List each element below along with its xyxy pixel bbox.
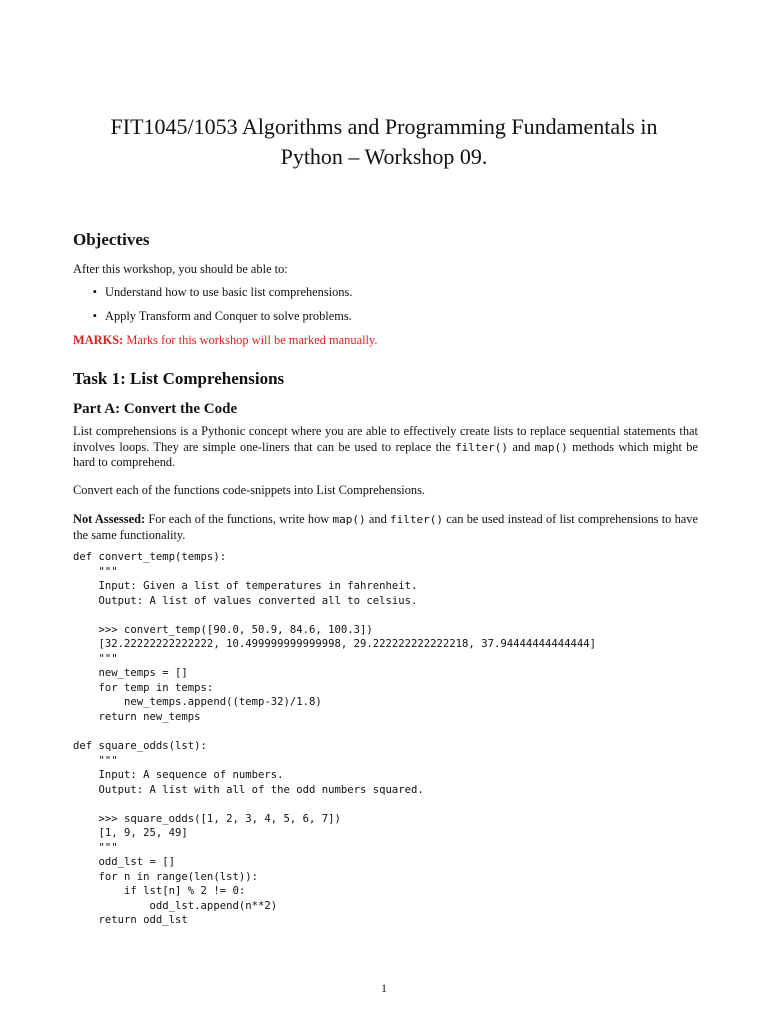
filter-code: filter() — [390, 513, 444, 526]
partA-heading: Part A: Convert the Code — [73, 401, 238, 417]
list-item: • Apply Transform and Conquer to solve problems. — [65, 309, 352, 324]
objectives-heading: Objectives — [73, 230, 150, 249]
task1-heading: Task 1: List Comprehensions — [73, 369, 285, 388]
not-assessed-label: Not Assessed: — [73, 512, 146, 526]
convert-instruction: Convert each of the functions code-snippets into List Comprehensions. — [73, 483, 426, 497]
map-code: map() — [332, 513, 366, 526]
list-comprehension-paragraph: List comprehensions is a Pythonic concept where you are able to effectively create lists to replace sequential statements that involves loops. They are simple one-liners that can be used to replace the filter() and map() methods which might be hard to comprehend. — [73, 424, 698, 469]
list-item: • Understand how to use basic list comprehensions. — [65, 285, 352, 300]
map-code: map() — [534, 440, 568, 454]
code-block-convert-temp: def convert_temp(temps): """ Input: Given a list of temperatures in fahrenheit. Output: A list of values converted all to celsius. >>> convert_temp([90.0, 50.9, 84.6, 100.3]) [32.22222222222222, 10.499999999999998, 29.222222222222218, 37.94444444444444] """ new_temps = [] for temp in temps: new_temps.append((temp-32)/1.8) return new_temps — [73, 551, 596, 723]
bullet-icon: • — [92, 309, 97, 323]
document-title — [60, 112, 708, 172]
page-number: 1 — [381, 981, 387, 995]
objectives-intro: After this workshop, you should be able to: — [73, 262, 288, 276]
marks-text: Marks for this workshop will be marked manually. — [123, 333, 378, 347]
marks-label: MARKS: — [73, 333, 124, 347]
not-assessed-paragraph: Not Assessed: For each of the functions, write how map() and filter() can be used instead of list comprehensions to have the same functionality. — [73, 512, 699, 542]
title-line-1: FIT1045/1053 Algorithms and Programming Fundamentals in — [110, 114, 658, 139]
marks-note — [73, 333, 698, 349]
title-line-2: Python – Workshop 09. — [280, 144, 488, 169]
code-block-square-odds: def square_odds(lst): """ Input: A sequence of numbers. Output: A list with all of the odd numbers squared. >>> square_odds([1, 2, 3, 4, 5, 6, 7]) [1, 9, 25, 49] """ odd_lst = [] for n in range(len(lst)): if lst[n] % 2 != 0: odd_lst.append(n**2) return odd_lst — [73, 740, 424, 926]
bullet-icon: • — [92, 285, 97, 299]
filter-code: filter() — [455, 440, 509, 454]
